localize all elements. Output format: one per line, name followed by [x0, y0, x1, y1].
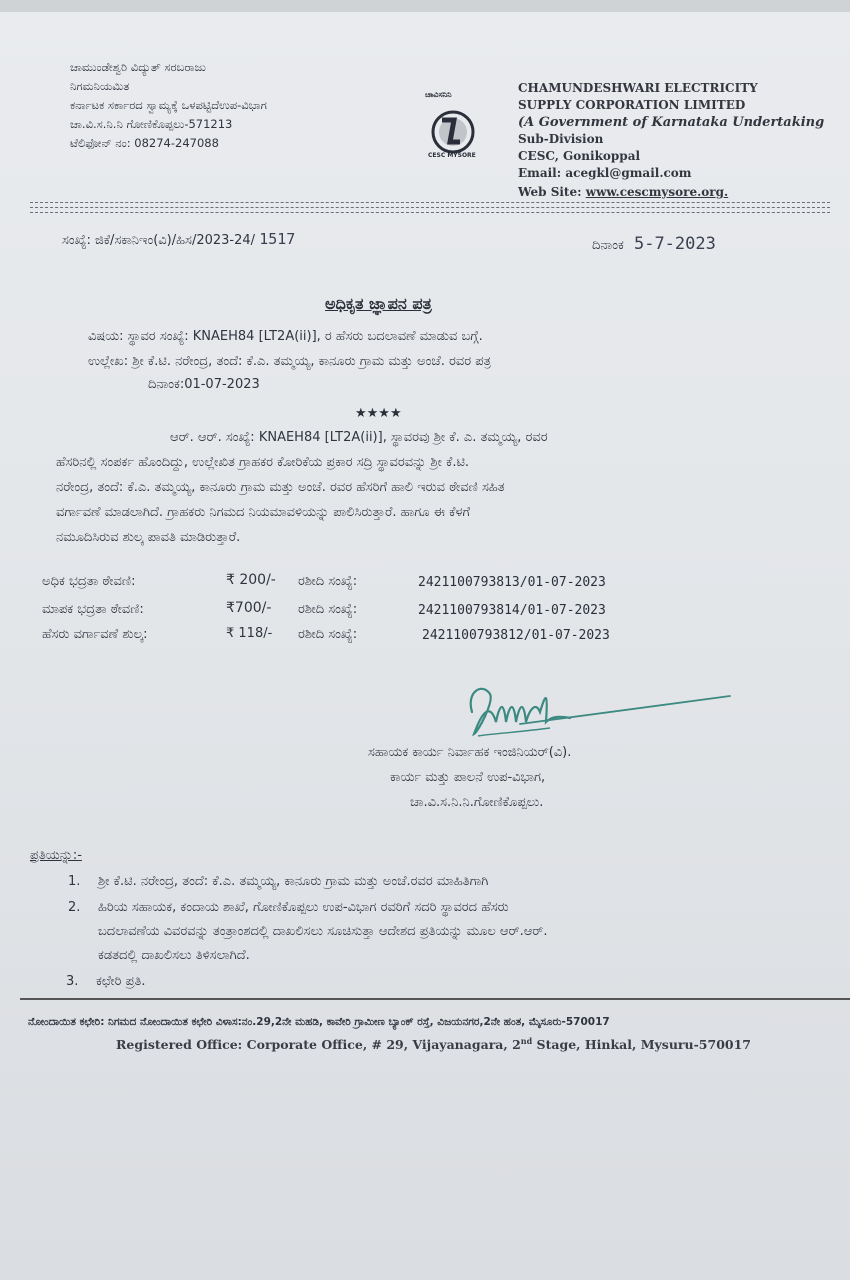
payment-receipt: 2421100793814/01-07-2023 — [418, 603, 606, 618]
ref-date-label: ದಿನಾಂಕ — [592, 238, 624, 253]
copy-line: ಕಛೇರಿ ಪ್ರತಿ. — [96, 974, 146, 989]
payment-receipt: 2421100793813/01-07-2023 — [418, 575, 606, 590]
letter-paper — [0, 12, 850, 1280]
header-kannada-line: ಟೆಲಿಫೋನ್ ನಂ: 08274-247088 — [70, 136, 219, 150]
ref-date — [592, 234, 716, 254]
signatory-designation: ಸಹಾಯಕ ಕಾರ್ಯ ನಿರ್ವಾಹಕ ಇಂಜಿನಿಯರ್(ವಿ). — [368, 745, 572, 760]
body-line: ನಮೂದಿಸಿರುವ ಶುಲ್ಕ ಪಾವತಿ ಮಾಡಿರುತ್ತಾರೆ. — [56, 530, 241, 545]
web-value: www.cescmysore.org. — [585, 185, 729, 199]
header-divider — [30, 212, 830, 213]
footer-divider — [20, 998, 850, 1000]
email-value: acegkl@gmail.com — [565, 166, 692, 180]
body-line: ವರ್ಗಾವಣೆ ಮಾಡಲಾಗಿದೆ. ಗ್ರಾಹಕರು ನಿಗಮದ ನಿಯಮಾವಳಿಯನ್ನು ಪಾಲಿಸಿರುತ್ತಾರೆ. ಹಾಗೂ ಈ ಕೆಳಗೆ — [56, 505, 471, 520]
header-kannada-line: ನಿಗಮನಿಯಮಿತ — [70, 79, 130, 93]
copies-title: ಪ್ರತಿಯನ್ನು:- — [30, 848, 82, 863]
ref-number — [62, 230, 295, 248]
footer-kannada: ನೋಂದಾಯಿತ ಕಛೇರಿ: ನಿಗಮದ ನೋಂದಾಯಿತ ಕಛೇರಿ ವಿಳಾಸ:ನಂ.29,2ನೇ ಮಹಡಿ, ಕಾವೇರಿ ಗ್ರಾಮೀಣ ಬ್ಯಾಂಕ್ ರಸ್ತೆ, ವಿಜಯನಗರ,2ನೇ ಹಂತ, ಮೈಸೂರು-570017 — [28, 1016, 610, 1028]
header-kannada-line: ಚಾ.ವಿ.ಸ.ನಿ.ನಿ ಗೋಣಿಕೊಪ್ಪಲು-571213 — [70, 117, 233, 131]
payment-label: ಮಾಪಕ ಭದ್ರತಾ ಠೇವಣಿ: — [42, 602, 144, 617]
ref-number-label: ಸಂಖ್ಯೆ: ಜಿಕೆ/ಸಕಾನಿಇಂ(ವಿ)/ಹಿಸ/2023-24/ — [62, 233, 256, 248]
header-divider — [30, 207, 830, 208]
copy-line: ಕಡತದಲ್ಲಿ ದಾಖಲಿಸಲು ತಿಳಿಸಲಾಗಿದೆ. — [98, 948, 250, 963]
payment-label: ಅಧಿಕ ಭದ್ರತಾ ಠೇವಣಿ: — [42, 574, 136, 589]
payment-amount: ₹700/- — [226, 600, 272, 616]
header-kannada-line: ಚಾಮುಂಡೇಶ್ವರಿ ವಿದ್ಯುತ್ ಸರಬರಾಜು — [70, 60, 206, 74]
payment-receipt: 2421100793812/01-07-2023 — [422, 628, 610, 643]
subdivision-line: Sub-Division — [518, 132, 604, 146]
copy-line: ಬದಲಾವಣೆಯ ವಿವರವನ್ನು ತಂತ್ರಾಂಶದಲ್ಲಿ ದಾಖಲಿಸಲು ಸೂಚಿಸುತ್ತಾ ಆದೇಶದ ಪ್ರತಿಯನ್ನು ಮೂಲ ಆರ್.ಆರ್. — [98, 924, 548, 939]
payment-amount: ₹ 200/- — [226, 572, 276, 588]
logo-bottom-text: CESC MYSORE — [428, 152, 476, 159]
email-label: Email: — [518, 166, 562, 180]
copy-number: 1. — [68, 874, 81, 889]
subject-line: ವಿಷಯ: ಸ್ಥಾವರ ಸಂಖ್ಯೆ: KNAEH84 [LT2A(ii)], ರ ಹೆಸರು ಬದಲಾವಣೆ ಮಾಡುವ ಬಗ್ಗೆ. — [88, 329, 483, 344]
ref-date-hand: 5-7-2023 — [633, 234, 716, 254]
body-line: ಆರ್. ಆರ್. ಸಂಖ್ಯೆ: KNAEH84 [LT2A(ii)], ಸ್ಥಾವರವು ಶ್ರೀ ಕೆ. ಎ. ತಮ್ಮಯ್ಯ, ರವರ — [170, 430, 548, 445]
header-kannada-line: ಕರ್ನಾಟಕ ಸರ್ಕಾರದ ಸ್ವಾಮ್ಯಕ್ಕೆ ಒಳಪಟ್ಟಿದೆಉಪ-ವಿಭಾಗ — [70, 98, 267, 112]
reference-line: ಉಲ್ಲೇಖ: ಶ್ರೀ ಕೆ.ಟಿ. ನರೇಂದ್ರ, ತಂದೆ: ಕೆ.ಎ. ತಮ್ಮಯ್ಯ, ಕಾನೂರು ಗ್ರಾಮ ಮತ್ತು ಅಂಚೆ. ರವರ ಪತ್ರ — [88, 354, 492, 369]
signature — [460, 672, 740, 752]
footer-english-pre: Registered Office: Corporate Office, # 29, Vijayanagara, 2 — [116, 1037, 521, 1053]
copy-number: 3. — [66, 974, 79, 989]
payment-label: ಹೆಸರು ವರ್ಗಾವಣೆ ಶುಲ್ಕ: — [42, 627, 148, 642]
copy-line: ಹಿರಿಯ ಸಹಾಯಕ, ಕಂದಾಯ ಶಾಖೆ, ಗೋಣಿಕೊಪ್ಪಲು ಉಪ-ವಿಭಾಗ ರವರಿಗೆ ಸದರಿ ಸ್ಥಾವರದ ಹೆಸರು — [98, 900, 509, 915]
ref-number-hand: 1517 — [259, 230, 296, 248]
company-name-line: CHAMUNDESHWARI ELECTRICITY — [518, 81, 758, 95]
company-name-line: SUPPLY CORPORATION LIMITED — [518, 98, 746, 112]
body-line: ನರೇಂದ್ರ, ತಂದೆ: ಕೆ.ಎ. ತಮ್ಮಯ್ಯ, ಕಾನೂರು ಗ್ರಾಮ ಮತ್ತು ಅಂಚೆ. ರವರ ಹೆಸರಿಗೆ ಹಾಲಿ ಇರುವ ಠೇವಣಿ ಸಹಿತ — [56, 480, 505, 495]
signatory-office: ಕಾರ್ಯ ಮತ್ತು ಪಾಲನೆ ಉಪ-ವಿಭಾಗ, — [390, 770, 546, 785]
payment-receipt-label: ರಶೀದಿ ಸಂಖ್ಯೆ: — [298, 574, 358, 589]
payment-receipt-label: ರಶೀದಿ ಸಂಖ್ಯೆ: — [298, 627, 358, 642]
web-label: Web Site: — [518, 185, 582, 199]
body-line: ಹೆಸರಿನಲ್ಲಿ ಸಂಪರ್ಕ ಹೊಂದಿದ್ದು, ಉಲ್ಲೇಖಿತ ಗ್ರಾಹಕರ ಕೋರಿಕೆಯ ಪ್ರಕಾರ ಸದ್ರಿ ಸ್ಥಾವರವನ್ನು ಶ್ರೀ ಕೆ.ಟಿ. — [56, 455, 470, 470]
payment-receipt-label: ರಶೀದಿ ಸಂಖ್ಯೆ: — [298, 602, 358, 617]
reference-date: ದಿನಾಂಕ:01-07-2023 — [148, 377, 260, 392]
logo-top-text: ಚಾವಿಸನಿನಿ — [425, 90, 452, 99]
govt-undertaking: (A Government of Karnataka Undertaking — [518, 115, 825, 130]
subdivision-line: CESC, Gonikoppal — [518, 149, 641, 163]
copy-line: ಶ್ರೀ ಕೆ.ಟಿ. ನರೇಂದ್ರ, ತಂದೆ: ಕೆ.ಎ. ತಮ್ಮಯ್ಯ, ಕಾನೂರು ಗ್ರಾಮ ಮತ್ತು ಅಂಚೆ.ರವರ ಮಾಹಿತಿಗಾಗಿ — [98, 874, 489, 889]
separator-stars: ★★★★ — [355, 406, 402, 421]
signatory-location: ಚಾ.ವಿ.ಸ.ನಿ.ನಿ.ಗೋಣಿಕೊಪ್ಪಲು. — [410, 795, 544, 810]
payment-amount: ₹ 118/- — [226, 626, 273, 641]
header-kannada — [70, 58, 267, 153]
footer-english-sup: nd — [520, 1036, 533, 1046]
footer-english — [116, 1036, 751, 1052]
memo-title: ಅಧಿಕೃತ ಜ್ಞಾಪನ ಪತ್ರ — [325, 294, 432, 313]
copy-number: 2. — [68, 900, 81, 915]
footer-english-post: Stage, Hinkal, Mysuru-570017 — [532, 1037, 751, 1053]
web-row — [518, 184, 824, 201]
email-row — [518, 165, 824, 182]
header-divider — [30, 202, 830, 203]
header-english — [518, 80, 824, 201]
